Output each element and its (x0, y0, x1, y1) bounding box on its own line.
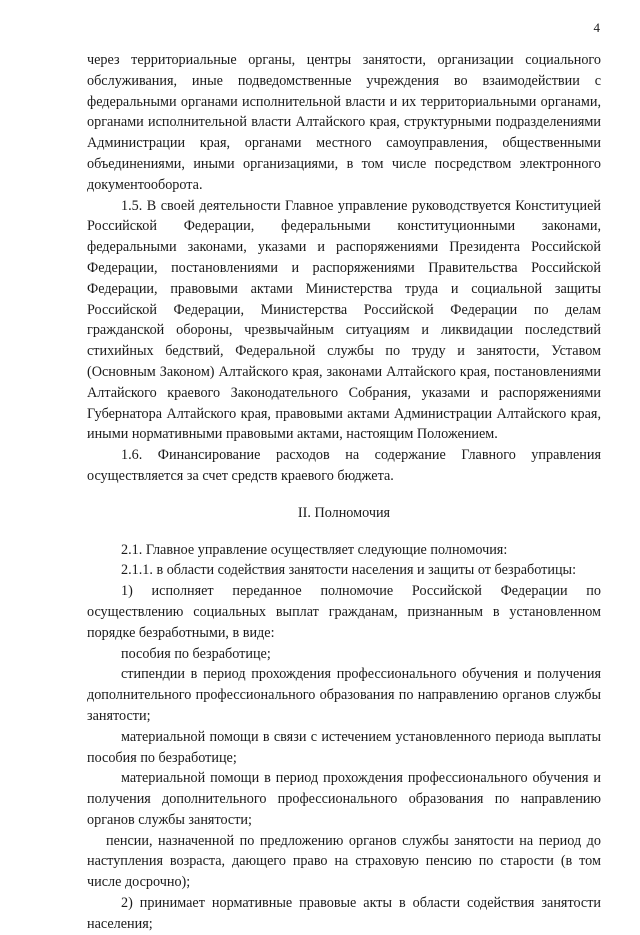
list-item-2: 2) принимает нормативные правовые акты в области содействия занятости населения; (87, 895, 601, 932)
document-body (87, 50, 601, 935)
paragraph-continuation: через территориальные органы, центры занятости, организации социального обслуживания, иные подведомственные учреждения во взаимодействии с федеральными органами исполнительной власти и их территориальными органами, органами исполнительной власти Алтайского края, структурными подразделениями Администрации края, органами местного самоуправления, общественными объединениями, иными организациями, в том числе посредством электронного документооборота. (87, 52, 601, 193)
paragraph-2-1: 2.1. Главное управление осуществляет следующие полномочия: (121, 541, 508, 558)
section-heading: II. Полномочия (297, 504, 391, 521)
list-subitem-material-aid-expiry: материальной помощи в связи с истечением установленного периода выплаты пособия по безработице; (87, 728, 601, 766)
list-subitem-unemployment-benefit: пособия по безработице; (121, 645, 271, 662)
list-subitem-material-aid-training: материальной помощи в период прохождения профессионального обучения и получения дополнительного профессионального образования по направлению органов службы занятости; (87, 770, 601, 828)
paragraph-1-6: 1.6. Финансирование расходов на содержание Главного управления осуществляется за счет средств краевого бюджета. (87, 447, 601, 484)
list-subitem-stipend: стипендии в период прохождения профессионального обучения и получения дополнительного профессионального образования по направлению органов службы занятости; (87, 666, 601, 724)
page-number: 4 (593, 20, 600, 35)
list-item-1: 1) исполняет переданное полномочие Российской Федерации по осуществлению социальных выплат гражданам, признанным в установленном порядке безработными, в виде: (87, 583, 601, 641)
list-subitem-pension: пенсии, назначенной по предложению органов службы занятости на период до наступления возраста, дающего право на страховую пенсию по старости (в том числе досрочно); (87, 832, 601, 891)
paragraph-2-1-1: 2.1.1. в области содействия занятости населения и защиты от безработицы: (121, 562, 577, 579)
paragraph-1-5: 1.5. В своей деятельности Главное управление руководствуется Конституцией Российской Федерации, федеральными конституционными законами, федеральными законами, указами и распоряжениями Президента Российской Федерации, постановлениями и распоряжениями Правительства Российской Федерации, правовыми актами Министерства труда и социальной защиты Российской Федерации, Министерства Российской Федерации по делам гражданской обороны, чрезвычайным ситуациям и ликвидации последствий стихийных бедствий, Федеральной службы по труду и занятости, Уставом (Основным Законом) Алтайского края, законами Алтайского края, постановлениями Алтайского краевого Законодательного Собрания, указами и распоряжениями Губернатора Алтайского края, правовыми актами Администрации Алтайского края, иными нормативными правовыми актами, настоящим Положением. (87, 197, 601, 443)
